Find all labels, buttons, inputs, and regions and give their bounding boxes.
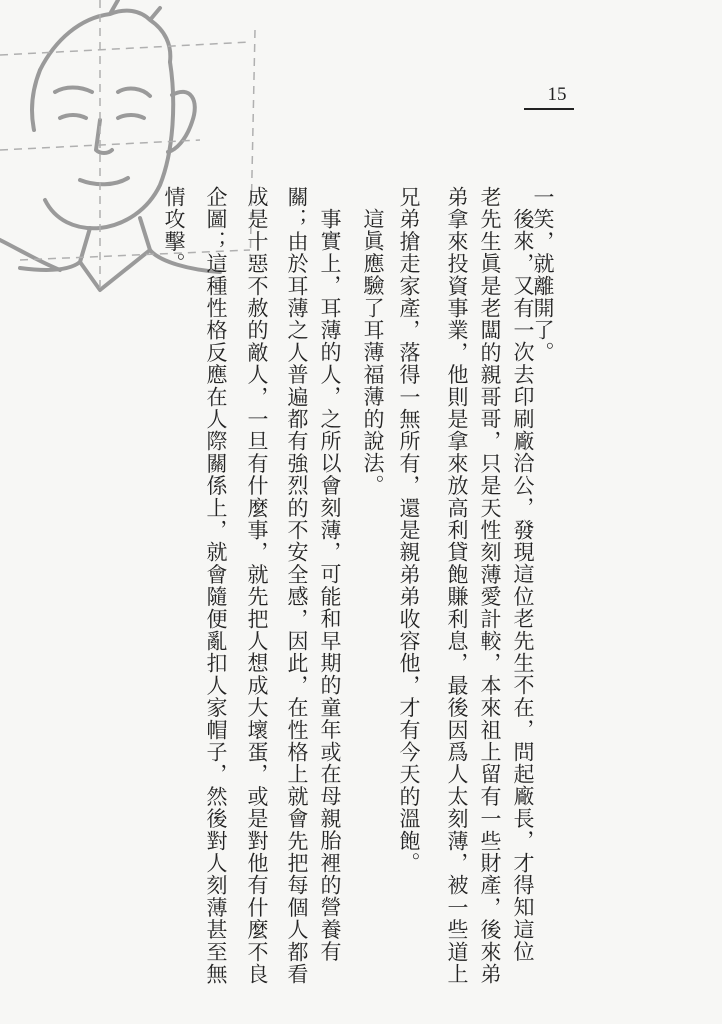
text-column-4: 弟拿來投資事業，他則是拿來放高利貸飽賺利息，最後因爲人太刻薄，被一些道上 bbox=[445, 186, 469, 986]
page-number-rule bbox=[524, 108, 574, 110]
text-column-10: 企圖；這種性格反應在人際關係上，就會隨便亂扣人家帽子，然後對人刻薄甚至無 bbox=[204, 186, 228, 986]
page-number: 15 bbox=[547, 84, 567, 105]
text-column-2: 後來，又有一次去印刷廠洽公，發現這位老先生不在，問起廠長，才得知這位 bbox=[511, 208, 535, 963]
face-sketch-illustration bbox=[0, 0, 270, 300]
text-column-3: 老先生眞是老闆的親哥哥，只是天性刻薄愛計較，本來祖上留有一些財產，後來弟 bbox=[478, 186, 502, 986]
text-column-11: 情攻擊。 bbox=[162, 186, 186, 275]
text-column-7: 事實上，耳薄的人，之所以會刻薄，可能和早期的童年或在母親胎裡的營養有 bbox=[318, 208, 342, 963]
text-column-9: 成是十惡不赦的敵人，一旦有什麼事，就先把人想成大壞蛋，或是對他有什麼不良 bbox=[245, 186, 269, 986]
text-column-6: 這眞應驗了耳薄福薄的說法。 bbox=[361, 208, 385, 497]
text-column-1: 一笑，就離開了。 bbox=[531, 186, 555, 364]
text-column-5: 兄弟搶走家產，落得一無所有，還是親弟弟收容他，才有今天的溫飽。 bbox=[397, 186, 421, 875]
text-column-8: 關；由於耳薄之人普遍都有強烈的不安全感，因此，在性格上就會先把每個人都看 bbox=[285, 186, 309, 986]
